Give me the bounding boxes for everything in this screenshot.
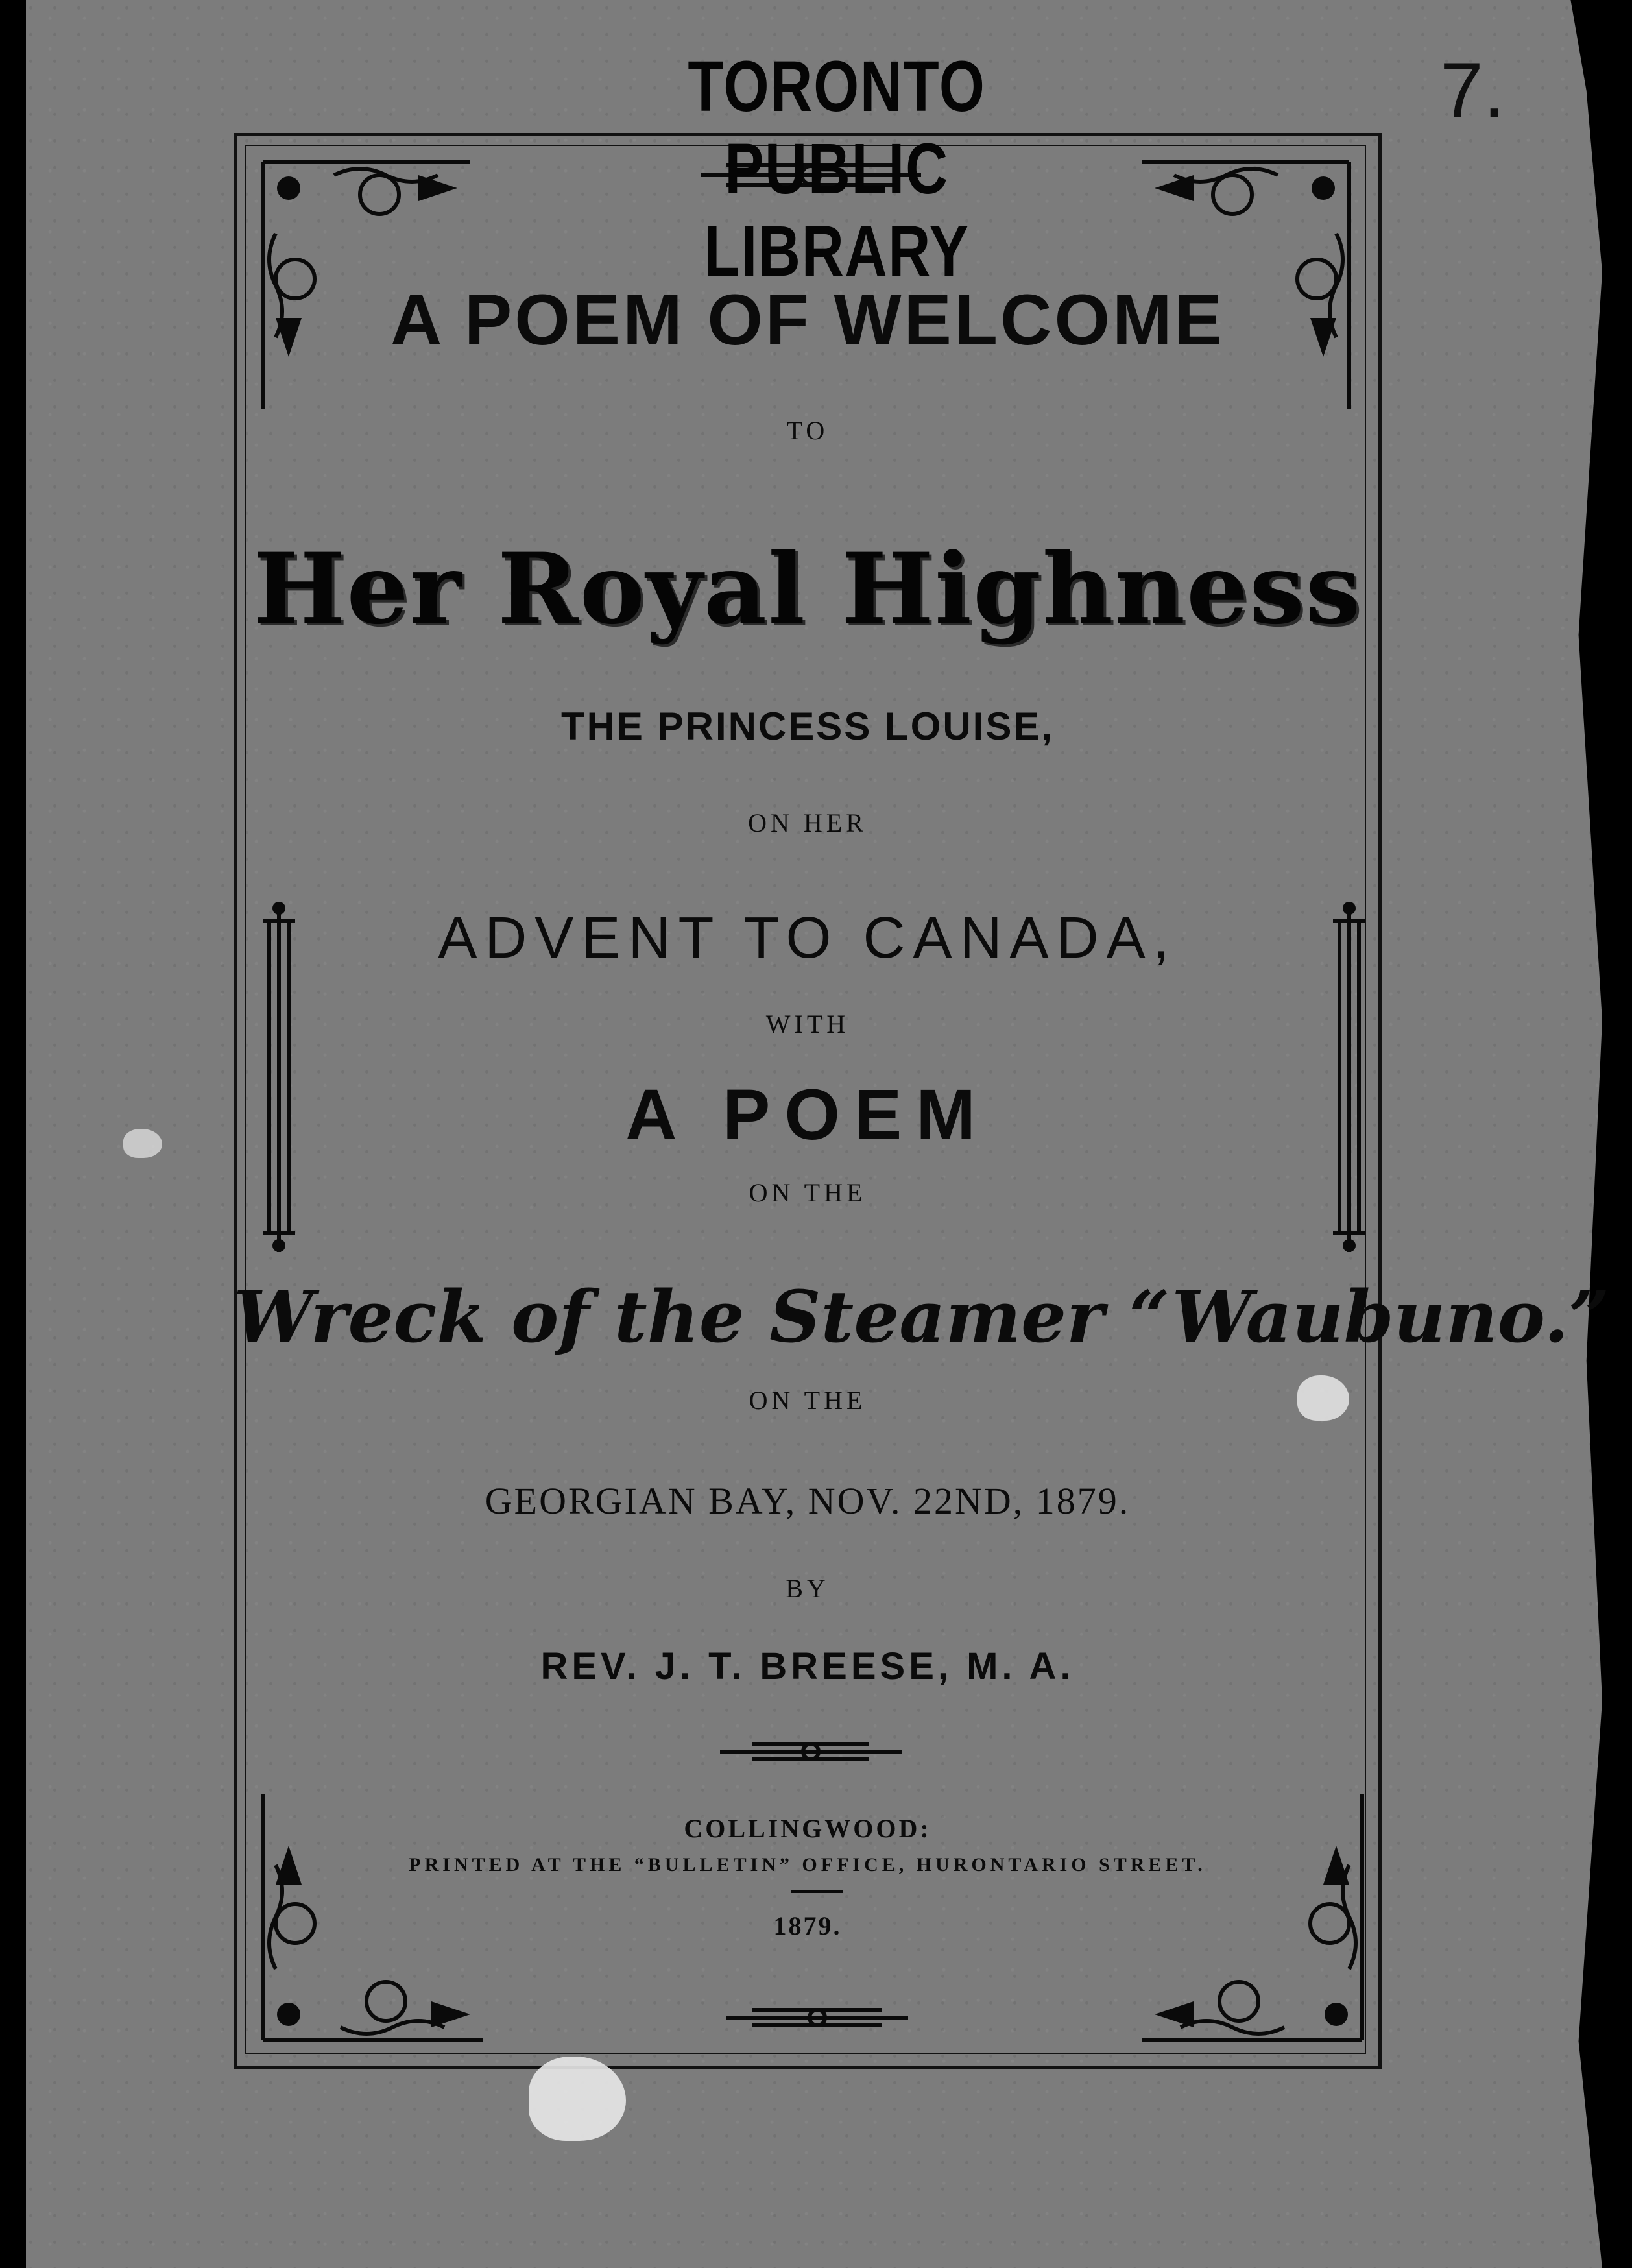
connector-with: WITH [765, 1009, 850, 1039]
royal-highness-heading: Her Royal Highness [253, 532, 1362, 646]
title-line: A POEM OF WELCOME [390, 280, 1225, 360]
divider-flourish [714, 1732, 908, 1771]
georgian-bay-line: GEORGIAN BAY, NOV. 22ND, 1879. [485, 1480, 1131, 1522]
connector-on-her: ON HER [748, 808, 867, 838]
imprint-year: 1879. [773, 1911, 842, 1940]
wreck-heading: Wreck of the Steamer “Waubuno.” [234, 1275, 1610, 1358]
princess-line: THE PRINCESS LOUISE, [560, 705, 1055, 748]
connector-to: TO [786, 416, 829, 445]
paper-damage-spot [529, 2057, 626, 2141]
connector-by: BY [786, 1574, 830, 1603]
library-stamp: TORONTO PUBLIC LIBRARY [688, 47, 986, 291]
connector-on-the-2: ON THE [749, 1386, 867, 1415]
imprint-city: COLLINGWOOD: [684, 1814, 931, 1843]
connector-on-the-1: ON THE [749, 1178, 867, 1207]
imprint-rule [791, 1888, 843, 1896]
author-line: REV. J. T. BREESE, M. A. [540, 1645, 1075, 1687]
paper-damage-spot [123, 1129, 162, 1158]
advent-heading: ADVENT TO CANADA, [438, 906, 1177, 971]
imprint-office: PRINTED AT THE “BULLETIN” OFFICE, HURONTARIO STREET. [409, 1854, 1206, 1876]
bottom-center-flourish [720, 1998, 915, 2037]
pencil-annotation: 7. [1440, 47, 1506, 134]
a-poem-heading: A POEM [625, 1075, 990, 1155]
